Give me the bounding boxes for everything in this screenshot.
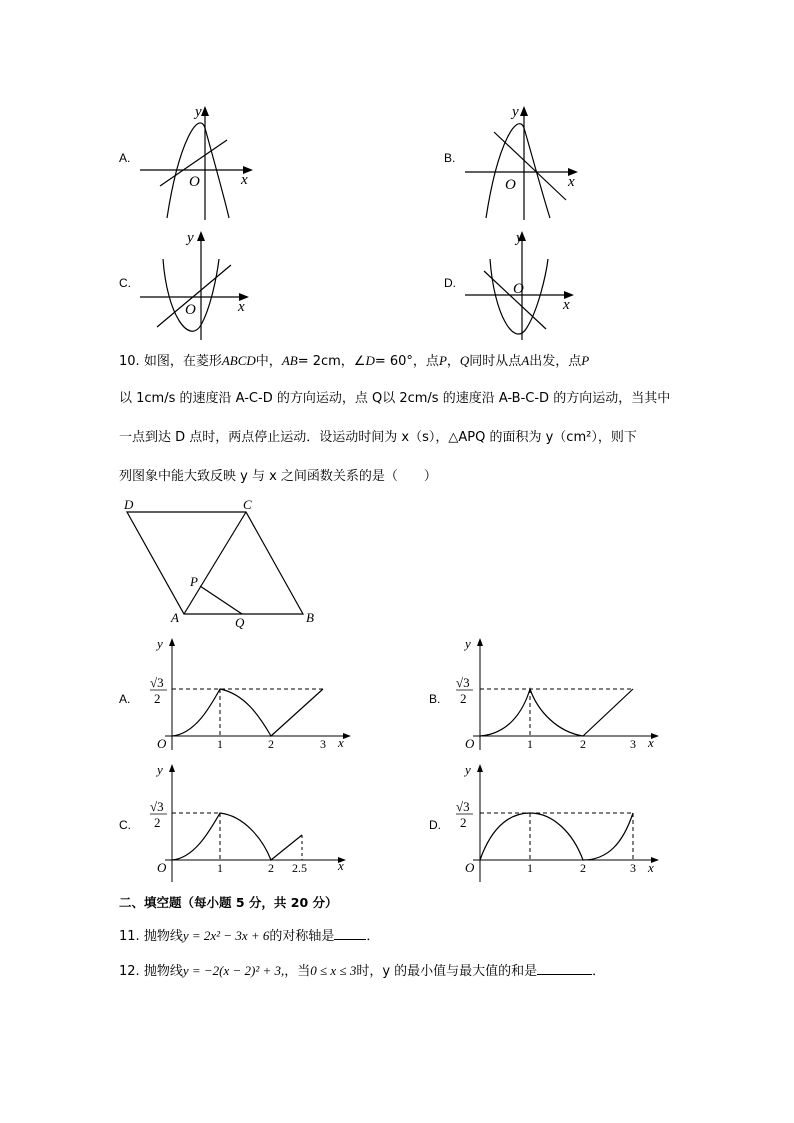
q10-line-3: 一点到达 D 点时，两点停止运动．设运动时间为 x（s），△APQ 的面积为 y（cm²），则下 (119, 430, 637, 445)
q9-graph-b (460, 100, 590, 225)
q10-graph-b-frac-num: √3 (456, 675, 470, 690)
q10-graph-b-tick-3: 3 (630, 737, 636, 751)
q9-graph-a-y-label: y (195, 104, 202, 120)
q11-number: 11. (119, 929, 140, 944)
q10-graph-d-tick-2: 2 (580, 861, 586, 875)
q10-graph-d-origin: O (465, 860, 475, 875)
q10-graph-d-option-label: D. (429, 818, 441, 832)
q10-side-ab: AB (281, 353, 298, 368)
q10-graph-c-tick-1: 1 (217, 861, 223, 875)
q10-graph-a (135, 632, 360, 757)
q10-graph-d-tick-1: 1 (527, 861, 533, 875)
q10-number: 10. (119, 354, 140, 369)
q9-graph-d-origin: O (513, 281, 524, 297)
q10-text-seg: 如图，在菱形 (143, 354, 222, 369)
q12-answer-blank[interactable] (537, 962, 592, 975)
q9-graph-a-x-label: x (241, 172, 248, 188)
q10-graph-d-x-label: x (648, 860, 654, 875)
q9-graph-c-x-label: x (238, 299, 245, 315)
q10-line-2: 以 1cm/s 的速度沿 A-C-D 的方向运动，点 Q以 2cm/s 的速度沿 A-B-C-D 的方向运动，当其中 (119, 391, 671, 406)
q9-graph-a-origin: O (189, 174, 200, 190)
q10-line-4: 列图象中能大致反映 y 与 x 之间函数关系的是（ ） (119, 469, 437, 484)
q10-graph-b-x-label: x (648, 735, 654, 750)
q9-graph-d-y-label: y (516, 230, 523, 246)
q10-graph-d-frac-den: 2 (460, 815, 467, 830)
q10-point-p: P (581, 353, 590, 368)
q11 (119, 927, 379, 945)
q9-option-d-label: D. (444, 276, 456, 290)
q10-graph-a-origin: O (157, 736, 167, 751)
rhombus-label-b: B (306, 610, 314, 625)
q10-graph-c-tick-3: 2.5 (292, 861, 307, 875)
q10-graph-c (135, 758, 360, 883)
q10-point-p: P (438, 353, 447, 368)
q10-line-1 (119, 353, 589, 370)
q10-graph-c-tick-2: 2 (268, 861, 274, 875)
q9-option-c-label: C. (119, 276, 131, 290)
q12 (119, 962, 605, 980)
rhombus-label-q: Q (235, 615, 245, 630)
q12-formula: y = −2(x − 2)² + 3, (182, 963, 285, 978)
q9-graph-c-origin: O (185, 302, 196, 318)
q10-text-seg: 同时从点 (469, 354, 522, 369)
q9-graph-b-y-label: y (512, 104, 519, 120)
rhombus-label-a: A (171, 610, 179, 625)
q9-graph-c-y-label: y (187, 230, 194, 246)
q10-text-seg: = 60°，点 (374, 354, 439, 369)
q10-graph-a-tick-2: 2 (268, 737, 274, 751)
q12-text: ． (592, 964, 606, 979)
q10-graph-b-tick-1: 1 (527, 737, 533, 751)
q10-graph-c-y-label: y (157, 762, 163, 777)
q10-angle-d: D (365, 353, 375, 368)
section-heading: 二、填空题（每小题 5 分，共 20 分） (119, 895, 338, 910)
q9-graph-c (135, 225, 265, 345)
q10-graph-d (443, 758, 668, 883)
q9-graph-a (135, 100, 265, 225)
q9-graph-d (460, 225, 590, 345)
q12-text: 抛物线 (143, 964, 183, 979)
q9-option-b-label: B. (444, 151, 456, 165)
q10-graph-c-origin: O (157, 860, 167, 875)
q11-text: 抛物线 (143, 929, 183, 944)
q10-text-seg: = 2cm，∠ (297, 354, 366, 369)
q10-graph-b-y-label: y (465, 636, 471, 651)
q10-graph-b-frac-den: 2 (460, 691, 467, 706)
q10-graph-d-y-label: y (465, 762, 471, 777)
q10-rhombus-name: ABCD (221, 353, 256, 368)
q12-number: 12. (119, 964, 140, 979)
q11-formula: y = 2x² − 3x + 6 (182, 928, 270, 943)
q12-text: 时，y 的最小值与最大值的和是 (356, 964, 538, 979)
q10-graph-c-option-label: C. (119, 818, 131, 832)
q10-graph-c-frac-num: √3 (150, 799, 164, 814)
rhombus-figure (118, 493, 328, 633)
q10-text-seg: ， (446, 354, 460, 369)
q10-graph-a-frac-den: 2 (154, 691, 161, 706)
q12-text: ，当 (284, 964, 311, 979)
q10-graph-d-frac-num: √3 (456, 799, 470, 814)
rhombus-label-d: D (124, 497, 134, 512)
q10-graph-b-tick-2: 2 (580, 737, 586, 751)
q10-graph-a-tick-1: 1 (217, 737, 223, 751)
rhombus-label-p: P (190, 574, 198, 589)
q10-graph-a-tick-3: 3 (320, 737, 326, 751)
q10-graph-b-option-label: B. (429, 692, 441, 706)
q10-point-a: A (521, 353, 530, 368)
q10-graph-c-x-label: x (338, 858, 344, 873)
q10-text-seg: 中， (255, 354, 282, 369)
q10-graph-a-option-label: A. (119, 692, 131, 706)
q9-graph-b-origin: O (505, 177, 516, 193)
rhombus-label-c: C (243, 497, 252, 512)
q9-graph-d-x-label: x (563, 297, 570, 313)
q9-graph-b-x-label: x (568, 174, 575, 190)
q10-graph-d-tick-3: 3 (630, 861, 636, 875)
q10-graph-b-origin: O (465, 736, 475, 751)
q10-text-seg: 出发，点 (529, 354, 582, 369)
q9-option-a-label: A. (119, 151, 131, 165)
q12-range: 0 ≤ x ≤ 3 (310, 963, 357, 978)
q10-graph-a-y-label: y (157, 636, 163, 651)
q10-graph-a-frac-num: √3 (150, 675, 164, 690)
q10-point-q: Q (459, 353, 470, 368)
q11-answer-blank[interactable] (334, 927, 366, 940)
q10-graph-a-x-label: x (338, 735, 344, 750)
q11-text: ． (366, 929, 380, 944)
q10-graph-b (443, 632, 668, 757)
q11-text: 的对称轴是 (269, 929, 335, 944)
q10-graph-c-frac-den: 2 (154, 815, 161, 830)
